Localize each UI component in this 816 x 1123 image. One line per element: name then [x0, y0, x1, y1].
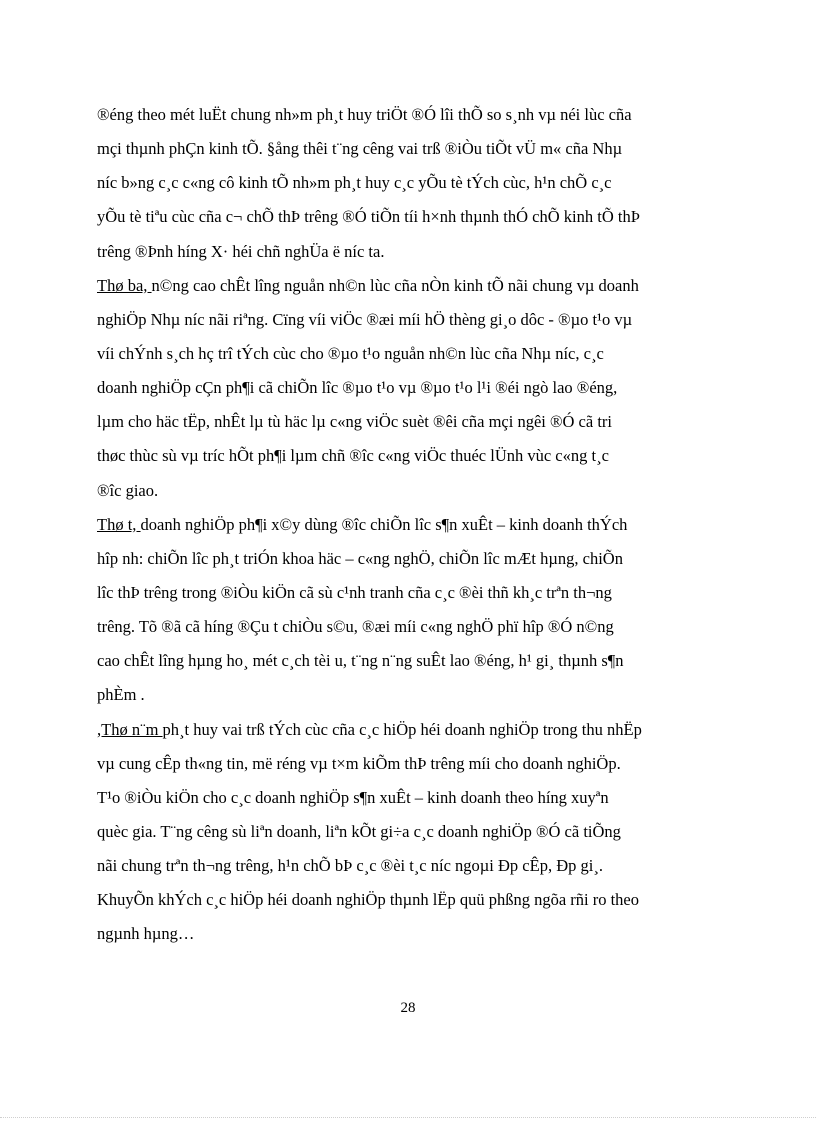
- line-text: cao chÊt lîng hµng ho¸ mét c¸ch tèi u, t¨ng n¨ng suÊt lao ®éng, h¹ gi¸ thµnh s¶n: [97, 651, 624, 671]
- line-text: phÈm .: [97, 685, 145, 705]
- text-line: [97, 166, 725, 200]
- section-lead: ,Thø n¨m: [97, 719, 163, 739]
- line-text: yÕu tè tiªu cùc cña c¬ chÕ thÞ trêng ®Ó tiÕn tíi h×nh thµnh thÓ chÕ kinh tÕ thÞ: [97, 207, 640, 227]
- text-line: [97, 200, 725, 234]
- line-text: nghiÖp Nhµ níc nãi riªng. Cïng víi viÖc ®æi míi hÖ thèng gi¸o dôc - ®µo t¹o vµ: [97, 309, 633, 329]
- text-line: [97, 576, 725, 610]
- line-text: vµ cung cÊp th«ng tin, më réng vµ t×m kiÕm thÞ trêng míi cho doanh nghiÖp.: [97, 753, 621, 773]
- text-line: [97, 405, 725, 439]
- line-text: doanh nghiÖp cÇn ph¶i cã chiÕn lîc ®µo t¹o vµ ®µo t¹o l¹i ®éi ngò lao ®éng,: [97, 378, 618, 398]
- text-line: [97, 132, 725, 166]
- page-number: 28: [400, 1000, 416, 1016]
- line-text: T¹o ®iÒu kiÖn cho c¸c doanh nghiÖp s¶n xuÊt – kinh doanh theo híng xuyªn: [97, 787, 609, 807]
- line-text: quèc gia. T¨ng cêng sù liªn doanh, liªn kÕt gi÷a c¸c doanh nghiÖp ®Ó cã tiÕng: [97, 821, 621, 841]
- text-line: [97, 269, 725, 303]
- section-lead: Thø t,: [97, 514, 141, 534]
- text-line: [97, 678, 725, 712]
- text-line: [97, 713, 725, 747]
- line-text: ®îc giao.: [97, 480, 159, 500]
- text-line: [97, 303, 725, 337]
- page-bottom-divider: [0, 1117, 816, 1118]
- text-line: [97, 917, 725, 951]
- text-line: [97, 542, 725, 576]
- text-line: [97, 610, 725, 644]
- section-lead: Thø ba,: [97, 275, 152, 295]
- body-text: [97, 98, 725, 952]
- line-text: hîp nh: chiÕn lîc ph¸t triÓn khoa häc – c«ng nghÖ, chiÕn lîc mÆt hµng, chiÕn: [97, 548, 623, 568]
- line-text: víi chÝnh s¸ch hç trî tÝch cùc cho ®µo t¹o nguån nh©n lùc cña Nhµ níc, c¸c: [97, 343, 604, 363]
- text-line: [97, 98, 725, 132]
- line-text: ®éng theo mét luËt chung nh»m ph¸t huy triÖt ®Ó lîi thÕ so s¸nh vµ néi lùc cña: [97, 105, 632, 124]
- text-line: [97, 815, 725, 849]
- line-text: thøc thùc sù vµ tríc hÕt ph¶i lµm chñ ®îc c«ng viÖc thuéc lÜnh vùc c«ng t¸c: [97, 446, 609, 466]
- line-text: lµm cho häc tËp, nhÊt lµ tù häc lµ c«ng viÖc suèt ®êi cña mçi ngêi ®Ó cã tri: [97, 412, 612, 432]
- text-line: [97, 508, 725, 542]
- text-line: [97, 439, 725, 473]
- line-text: ph¸t huy vai trß tÝch cùc cña c¸c hiÖp héi doanh nghiÖp trong thu nhËp: [162, 719, 642, 739]
- text-line: [97, 747, 725, 781]
- text-line: [97, 474, 725, 508]
- line-text: lîc thÞ trêng trong ®iÒu kiÖn cã sù c¹nh tranh cña c¸c ®èi thñ kh¸c trªn th¬ng: [97, 582, 612, 602]
- text-line: [97, 781, 725, 815]
- line-text: n©ng cao chÊt lîng nguån nh©n lùc cña nÒn kinh tÕ nãi chung vµ doanh: [151, 275, 639, 295]
- line-text: mçi thµnh phÇn kinh tÕ. §ång thêi t¨ng cêng vai trß ®iÒu tiÕt vÜ m« cña Nhµ: [97, 139, 623, 159]
- line-text: níc b»ng c¸c c«ng cô kinh tÕ nh»m ph¸t huy c¸c yÕu tè tÝch cùc, h¹n chÕ c¸c: [97, 173, 612, 193]
- line-text: ngµnh hµng…: [97, 924, 195, 944]
- line-text: KhuyÕn khÝch c¸c hiÖp héi doanh nghiÖp thµnh lËp quü phßng ngõa rñi ro theo: [97, 890, 640, 910]
- line-text: trêng ®Þnh híng X· héi chñ nghÜa ë níc ta.: [97, 241, 385, 261]
- line-text: nãi chung trªn th¬ng trêng, h¹n chÕ bÞ c¸c ®èi t¸c níc ngoµi Ðp cÊp, Ðp gi¸.: [97, 856, 603, 876]
- text-line: [97, 371, 725, 405]
- line-text: trêng. Tõ ®ã cã híng ®Çu t chiÒu s©u, ®æi míi c«ng nghÖ phï hîp ®Ó n©ng: [97, 617, 614, 637]
- text-line: [97, 849, 725, 883]
- line-text: doanh nghiÖp ph¶i x©y dùng ®îc chiÕn lîc s¶n xuÊt – kinh doanh thÝch: [140, 514, 628, 534]
- text-line: [97, 644, 725, 678]
- text-line: [97, 883, 725, 917]
- text-line: [97, 235, 725, 269]
- text-line: [97, 337, 725, 371]
